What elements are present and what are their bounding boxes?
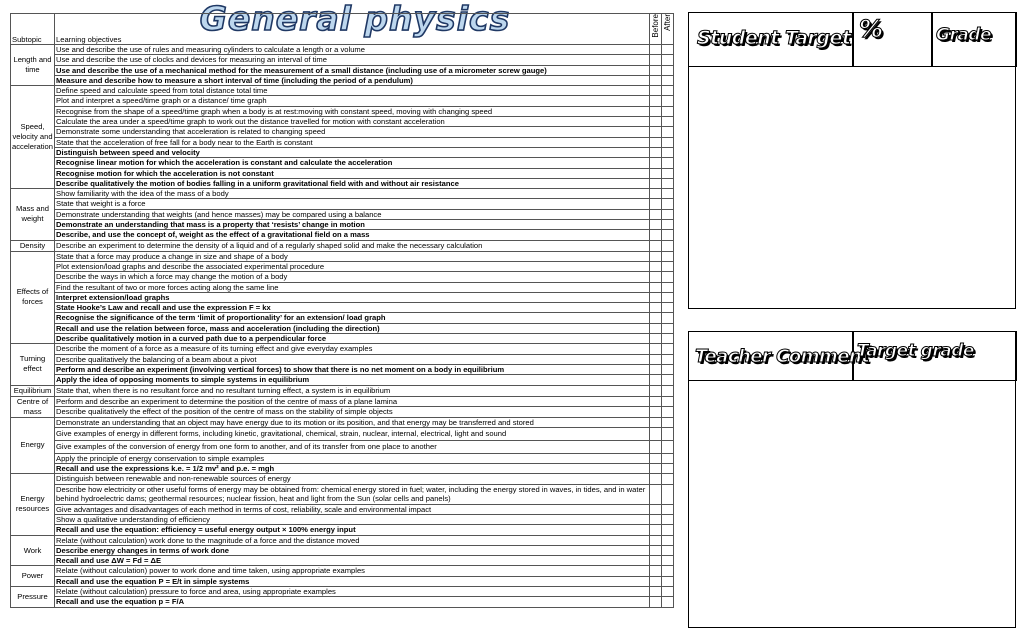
objective-row bbox=[11, 106, 674, 116]
after-checkbox[interactable] bbox=[662, 474, 674, 484]
objective-row bbox=[11, 292, 674, 302]
objective-cell: State that a force may produce a change in size and shape of a body bbox=[55, 251, 650, 261]
objective-cell: Recognise linear motion for which the acceleration is constant and calculate the acceleration bbox=[55, 158, 650, 168]
objective-row bbox=[11, 504, 674, 514]
objective-cell: Give examples of energy in different forms, including kinetic, gravitational, chemical, strain, nuclear, internal, electrical, light and sound bbox=[55, 427, 650, 440]
after-checkbox[interactable] bbox=[662, 96, 674, 106]
after-checkbox[interactable] bbox=[662, 597, 674, 607]
before-checkbox[interactable] bbox=[650, 106, 662, 116]
after-checkbox[interactable] bbox=[662, 272, 674, 282]
objective-cell: Relate (without calculation) work done to the magnitude of a force and the distance moved bbox=[55, 535, 650, 545]
after-checkbox[interactable] bbox=[662, 178, 674, 188]
objective-cell: Plot extension/load graphs and describe the associated experimental procedure bbox=[55, 261, 650, 271]
after-checkbox[interactable] bbox=[662, 292, 674, 302]
subtopic-cell: Effects of forces bbox=[11, 251, 55, 344]
objective-row bbox=[11, 158, 674, 168]
objectives-header: Learning objectives bbox=[55, 14, 650, 45]
percent-label: % bbox=[859, 15, 883, 43]
before-checkbox[interactable] bbox=[650, 303, 662, 313]
objective-row bbox=[11, 597, 674, 607]
objective-cell: Use and describe the use of rules and measuring cylinders to calculate a length or a volume bbox=[55, 45, 650, 55]
objective-cell: State that, when there is no resultant force and no resultant turning effect, a system is in equilibrium bbox=[55, 385, 650, 396]
objective-row bbox=[11, 427, 674, 440]
after-checkbox[interactable] bbox=[662, 199, 674, 209]
after-checkbox[interactable] bbox=[662, 261, 674, 271]
before-checkbox[interactable] bbox=[650, 313, 662, 323]
objective-row bbox=[11, 45, 674, 55]
after-checkbox[interactable] bbox=[662, 220, 674, 230]
after-checkbox[interactable] bbox=[662, 303, 674, 313]
objective-row bbox=[11, 65, 674, 75]
before-checkbox[interactable] bbox=[650, 158, 662, 168]
after-header: After bbox=[663, 14, 672, 31]
before-checkbox[interactable] bbox=[650, 396, 662, 407]
after-checkbox[interactable] bbox=[662, 55, 674, 65]
before-checkbox[interactable] bbox=[650, 323, 662, 333]
objective-row bbox=[11, 251, 674, 261]
before-checkbox[interactable] bbox=[650, 576, 662, 586]
objective-cell: Demonstrate an understanding that an object may have energy due to its motion or its position, and that energy may be transferred and stored bbox=[55, 417, 650, 427]
before-checkbox[interactable] bbox=[650, 86, 662, 96]
objective-cell: Demonstrate understanding that weights (and hence masses) may be compared using a balance bbox=[55, 209, 650, 219]
before-checkbox[interactable] bbox=[650, 535, 662, 545]
before-checkbox[interactable] bbox=[650, 96, 662, 106]
after-checkbox[interactable] bbox=[662, 334, 674, 344]
objective-cell: Apply the idea of opposing moments to simple systems in equilibrium bbox=[55, 375, 650, 385]
after-checkbox[interactable] bbox=[662, 240, 674, 251]
objective-cell: Find the resultant of two or more forces acting along the same line bbox=[55, 282, 650, 292]
subtopic-cell: Mass and weight bbox=[11, 189, 55, 240]
after-checkbox[interactable] bbox=[662, 427, 674, 440]
table-header-row bbox=[11, 14, 674, 45]
after-checkbox[interactable] bbox=[662, 576, 674, 586]
objective-cell: Recall and use the equation p = F/A bbox=[55, 597, 650, 607]
objective-row bbox=[11, 117, 674, 127]
after-checkbox[interactable] bbox=[662, 535, 674, 545]
after-checkbox[interactable] bbox=[662, 117, 674, 127]
after-checkbox[interactable] bbox=[662, 545, 674, 555]
before-checkbox[interactable] bbox=[650, 240, 662, 251]
objective-cell: Recognise the significance of the term ‘limit of proportionality’ for an extension/ load graph bbox=[55, 313, 650, 323]
teacher-comment-box bbox=[688, 331, 1016, 628]
after-checkbox[interactable] bbox=[662, 75, 674, 85]
objective-cell: Describe the moment of a force as a measure of its turning effect and give everyday examples bbox=[55, 344, 650, 354]
before-checkbox[interactable] bbox=[650, 453, 662, 463]
after-checkbox[interactable] bbox=[662, 147, 674, 157]
objective-cell: Recall and use ΔW = Fd = ΔE bbox=[55, 556, 650, 566]
before-header: Before bbox=[651, 14, 660, 38]
before-checkbox[interactable] bbox=[650, 127, 662, 137]
after-checkbox[interactable] bbox=[662, 504, 674, 514]
objective-cell: State Hooke’s Law and recall and use the expression F = kx bbox=[55, 303, 650, 313]
after-checkbox[interactable] bbox=[662, 453, 674, 463]
objective-cell: Perform and describe an experiment to determine the position of the centre of mass of a plane lamina bbox=[55, 396, 650, 407]
objective-cell: Apply the principle of energy conservation to simple examples bbox=[55, 453, 650, 463]
teacher-comment-input[interactable] bbox=[689, 381, 1015, 627]
after-checkbox[interactable] bbox=[662, 323, 674, 333]
after-checkbox[interactable] bbox=[662, 127, 674, 137]
before-checkbox[interactable] bbox=[650, 375, 662, 385]
grade-label: Grade bbox=[936, 25, 992, 45]
objective-cell: Recognise motion for which the acceleration is not constant bbox=[55, 168, 650, 178]
before-checkbox[interactable] bbox=[650, 282, 662, 292]
after-checkbox[interactable] bbox=[662, 344, 674, 354]
objective-cell: Describe how electricity or other useful forms of energy may be obtained from: chemical energy stored in fuel; water, including the energy stored in waves, in tides, and in water behind hydroelectric dams; geothermal resources; nuclear fission, heat and light from the Sun (solar cells and panels) bbox=[55, 484, 650, 504]
before-checkbox[interactable] bbox=[650, 65, 662, 75]
after-checkbox[interactable] bbox=[662, 364, 674, 374]
subtopic-cell: Density bbox=[11, 240, 55, 251]
after-checkbox[interactable] bbox=[662, 354, 674, 364]
objective-cell: Relate (without calculation) pressure to force and area, using appropriate examples bbox=[55, 587, 650, 597]
objective-row bbox=[11, 209, 674, 219]
before-checkbox[interactable] bbox=[650, 45, 662, 55]
student-target-label: Student Target bbox=[697, 27, 851, 49]
objective-row bbox=[11, 127, 674, 137]
objective-row bbox=[11, 576, 674, 586]
objective-cell: Recognise from the shape of a speed/time graph when a body is at rest:moving with constant speed, moving with changing speed bbox=[55, 106, 650, 116]
objective-row bbox=[11, 344, 674, 354]
objective-cell: Calculate the area under a speed/time graph to work out the distance travelled for motion with constant acceleration bbox=[55, 117, 650, 127]
objective-row bbox=[11, 86, 674, 96]
subtopic-cell: Speed, velocity and acceleration bbox=[11, 86, 55, 189]
before-checkbox[interactable] bbox=[650, 545, 662, 555]
before-checkbox[interactable] bbox=[650, 117, 662, 127]
objective-row bbox=[11, 303, 674, 313]
after-checkbox[interactable] bbox=[662, 385, 674, 396]
objective-row bbox=[11, 354, 674, 364]
after-checkbox[interactable] bbox=[662, 168, 674, 178]
objective-row bbox=[11, 556, 674, 566]
before-checkbox[interactable] bbox=[650, 504, 662, 514]
before-checkbox[interactable] bbox=[650, 514, 662, 524]
before-checkbox[interactable] bbox=[650, 75, 662, 85]
after-checkbox[interactable] bbox=[662, 86, 674, 96]
before-checkbox[interactable] bbox=[650, 440, 662, 453]
before-checkbox[interactable] bbox=[650, 178, 662, 188]
after-checkbox[interactable] bbox=[662, 106, 674, 116]
objective-cell: Interpret extension/load graphs bbox=[55, 292, 650, 302]
before-checkbox[interactable] bbox=[650, 364, 662, 374]
subtopic-cell: Pressure bbox=[11, 587, 55, 608]
before-checkbox[interactable] bbox=[650, 484, 662, 504]
objective-row bbox=[11, 96, 674, 106]
after-checkbox[interactable] bbox=[662, 484, 674, 504]
before-checkbox[interactable] bbox=[650, 556, 662, 566]
objective-cell: Describe the ways in which a force may change the motion of a body bbox=[55, 272, 650, 282]
before-checkbox[interactable] bbox=[650, 55, 662, 65]
before-checkbox[interactable] bbox=[650, 344, 662, 354]
objective-row bbox=[11, 407, 674, 418]
student-target-input[interactable] bbox=[689, 67, 1015, 308]
subtopic-cell: Energy bbox=[11, 417, 55, 474]
subtopic-header: Subtopic bbox=[11, 14, 55, 45]
objective-row bbox=[11, 282, 674, 292]
after-checkbox[interactable] bbox=[662, 396, 674, 407]
after-checkbox[interactable] bbox=[662, 525, 674, 535]
objective-row bbox=[11, 514, 674, 524]
before-checkbox[interactable] bbox=[650, 464, 662, 474]
before-checkbox[interactable] bbox=[650, 407, 662, 418]
objective-cell: Recall and use the relation between force, mass and acceleration (including the direction) bbox=[55, 323, 650, 333]
objective-row bbox=[11, 484, 674, 504]
before-checkbox[interactable] bbox=[650, 209, 662, 219]
objective-row bbox=[11, 313, 674, 323]
before-checkbox[interactable] bbox=[650, 292, 662, 302]
before-checkbox[interactable] bbox=[650, 474, 662, 484]
objective-row bbox=[11, 272, 674, 282]
objective-cell: Recall and use the equation P = E/t in simple systems bbox=[55, 576, 650, 586]
objective-row bbox=[11, 385, 674, 396]
before-checkbox[interactable] bbox=[650, 251, 662, 261]
after-checkbox[interactable] bbox=[662, 556, 674, 566]
after-checkbox[interactable] bbox=[662, 464, 674, 474]
objective-cell: Recall and use the expressions k.e. = 1/2 mv² and p.e. = mgh bbox=[55, 464, 650, 474]
after-checkbox[interactable] bbox=[662, 514, 674, 524]
after-checkbox[interactable] bbox=[662, 282, 674, 292]
objective-row bbox=[11, 440, 674, 453]
objective-row bbox=[11, 199, 674, 209]
after-checkbox[interactable] bbox=[662, 251, 674, 261]
teacher-comment-label: Teacher Comment bbox=[695, 346, 870, 367]
subtopic-cell: Power bbox=[11, 566, 55, 587]
objective-row bbox=[11, 55, 674, 65]
objective-cell: Use and describe the use of a mechanical method for the measurement of a small distance (including use of a micrometer screw gauge) bbox=[55, 65, 650, 75]
objective-row bbox=[11, 587, 674, 597]
after-checkbox[interactable] bbox=[662, 230, 674, 240]
objective-row bbox=[11, 220, 674, 230]
before-checkbox[interactable] bbox=[650, 354, 662, 364]
objective-cell: State that weight is a force bbox=[55, 199, 650, 209]
subtopic-cell: Energy resources bbox=[11, 474, 55, 535]
objectives-table bbox=[10, 13, 674, 608]
objective-row bbox=[11, 189, 674, 199]
objective-row bbox=[11, 364, 674, 374]
before-checkbox[interactable] bbox=[650, 261, 662, 271]
before-checkbox[interactable] bbox=[650, 168, 662, 178]
objective-cell: Demonstrate an understanding that mass is a property that ‘resists’ change in motion bbox=[55, 220, 650, 230]
objective-cell: State that the acceleration of free fall for a body near to the Earth is constant bbox=[55, 137, 650, 147]
objective-cell: Describe qualitatively the effect of the position of the centre of mass on the stability of simple objects bbox=[55, 407, 650, 418]
after-checkbox[interactable] bbox=[662, 587, 674, 597]
objective-row bbox=[11, 535, 674, 545]
after-checkbox[interactable] bbox=[662, 45, 674, 55]
objective-cell: Relate (without calculation) power to work done and time taken, using appropriate examples bbox=[55, 566, 650, 576]
objective-row bbox=[11, 474, 674, 484]
objective-row bbox=[11, 464, 674, 474]
objective-cell: Recall and use the equation: efficiency = useful energy output × 100% energy input bbox=[55, 525, 650, 535]
after-checkbox[interactable] bbox=[662, 417, 674, 427]
before-checkbox[interactable] bbox=[650, 597, 662, 607]
objective-row bbox=[11, 566, 674, 576]
objective-cell: Distinguish between renewable and non-renewable sources of energy bbox=[55, 474, 650, 484]
objective-cell: Use and describe the use of clocks and devices for measuring an interval of time bbox=[55, 55, 650, 65]
objective-row bbox=[11, 323, 674, 333]
before-checkbox[interactable] bbox=[650, 385, 662, 396]
after-checkbox[interactable] bbox=[662, 158, 674, 168]
before-checkbox[interactable] bbox=[650, 137, 662, 147]
after-checkbox[interactable] bbox=[662, 137, 674, 147]
objective-cell: Define speed and calculate speed from total distance total time bbox=[55, 86, 650, 96]
objective-row bbox=[11, 334, 674, 344]
objective-row bbox=[11, 147, 674, 157]
objective-row bbox=[11, 240, 674, 251]
before-checkbox[interactable] bbox=[650, 272, 662, 282]
objective-row bbox=[11, 545, 674, 555]
before-checkbox[interactable] bbox=[650, 334, 662, 344]
objective-row bbox=[11, 525, 674, 535]
objective-cell: Describe qualitatively the balancing of a beam about a pivot bbox=[55, 354, 650, 364]
subtopic-cell: Work bbox=[11, 535, 55, 566]
objective-cell: Describe an experiment to determine the density of a liquid and of a regularly shaped solid and make the necessary calculation bbox=[55, 240, 650, 251]
objective-row bbox=[11, 261, 674, 271]
before-checkbox[interactable] bbox=[650, 427, 662, 440]
objective-row bbox=[11, 75, 674, 85]
objective-cell: Give advantages and disadvantages of each method in terms of cost, reliability, scale and environmental impact bbox=[55, 504, 650, 514]
before-checkbox[interactable] bbox=[650, 147, 662, 157]
objective-row bbox=[11, 230, 674, 240]
objective-cell: Plot and interpret a speed/time graph or a distance/ time graph bbox=[55, 96, 650, 106]
objective-row bbox=[11, 137, 674, 147]
before-checkbox[interactable] bbox=[650, 587, 662, 597]
before-checkbox[interactable] bbox=[650, 189, 662, 199]
objective-cell: Describe, and use the concept of, weight as the effect of a gravitational field on a mass bbox=[55, 230, 650, 240]
objective-cell: Give examples of the conversion of energy from one form to another, and of its transfer from one place to another bbox=[55, 440, 650, 453]
after-checkbox[interactable] bbox=[662, 313, 674, 323]
objective-row bbox=[11, 396, 674, 407]
before-checkbox[interactable] bbox=[650, 417, 662, 427]
objective-cell: Describe qualitatively the motion of bodies falling in a uniform gravitational field with and without air resistance bbox=[55, 178, 650, 188]
objective-row bbox=[11, 375, 674, 385]
subtopic-cell: Length and time bbox=[11, 45, 55, 86]
subtopic-cell: Turning effect bbox=[11, 344, 55, 385]
objective-cell: Describe qualitatively motion in a curved path due to a perpendicular force bbox=[55, 334, 650, 344]
before-checkbox[interactable] bbox=[650, 525, 662, 535]
objective-cell: Describe energy changes in terms of work done bbox=[55, 545, 650, 555]
target-grade-label: Target grade bbox=[857, 341, 974, 361]
after-checkbox[interactable] bbox=[662, 440, 674, 453]
before-checkbox[interactable] bbox=[650, 199, 662, 209]
objective-cell: Perform and describe an experiment (involving vertical forces) to show that there is no net moment on a body in equilibrium bbox=[55, 364, 650, 374]
objective-row bbox=[11, 168, 674, 178]
before-checkbox[interactable] bbox=[650, 230, 662, 240]
objective-cell: Demonstrate some understanding that acceleration is related to changing speed bbox=[55, 127, 650, 137]
page-title: General physics bbox=[199, 0, 511, 38]
after-checkbox[interactable] bbox=[662, 209, 674, 219]
before-checkbox[interactable] bbox=[650, 220, 662, 230]
objective-cell: Show familiarity with the idea of the mass of a body bbox=[55, 189, 650, 199]
student-target-box bbox=[688, 12, 1016, 309]
after-checkbox[interactable] bbox=[662, 407, 674, 418]
before-checkbox[interactable] bbox=[650, 566, 662, 576]
after-checkbox[interactable] bbox=[662, 375, 674, 385]
after-checkbox[interactable] bbox=[662, 566, 674, 576]
after-checkbox[interactable] bbox=[662, 65, 674, 75]
after-checkbox[interactable] bbox=[662, 189, 674, 199]
objective-row bbox=[11, 417, 674, 427]
objective-cell: Distinguish between speed and velocity bbox=[55, 147, 650, 157]
objective-row bbox=[11, 453, 674, 463]
subtopic-cell: Centre of mass bbox=[11, 396, 55, 417]
objective-cell: Show a qualitative understanding of efficiency bbox=[55, 514, 650, 524]
subtopic-cell: Equilibrium bbox=[11, 385, 55, 396]
objective-row bbox=[11, 178, 674, 188]
objective-cell: Measure and describe how to measure a short interval of time (including the period of a pendulum) bbox=[55, 75, 650, 85]
